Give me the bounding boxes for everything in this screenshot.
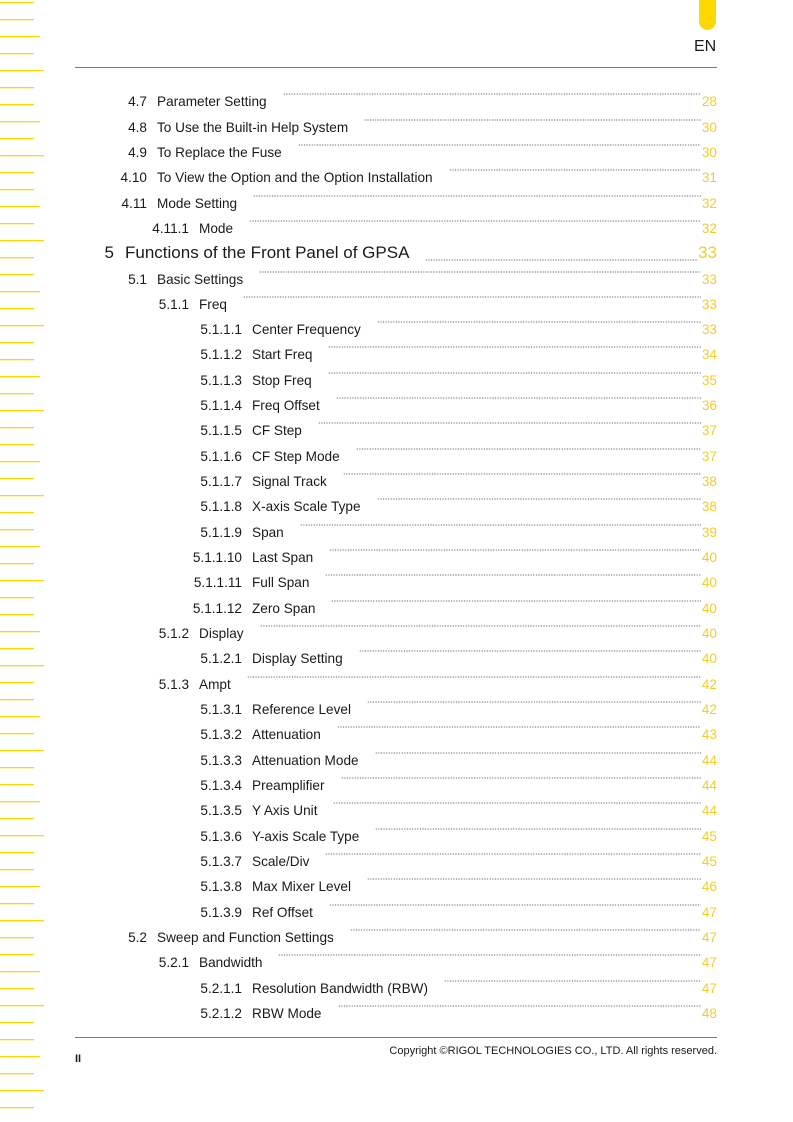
toc-leader-dots <box>375 828 701 830</box>
ruler-tick <box>0 444 34 445</box>
toc-section-number: 5.1.1.9 <box>200 525 242 540</box>
toc-title: Full Span <box>252 575 310 590</box>
toc-page-number: 37 <box>701 423 717 438</box>
toc-leader-dots <box>300 524 701 526</box>
toc-section-number: 5.1.1.4 <box>200 398 242 413</box>
toc-section-number: 5.1.1.10 <box>192 550 242 565</box>
toc-leader-dots <box>325 574 701 576</box>
footer-divider <box>75 1037 717 1038</box>
toc-title: Stop Freq <box>252 373 312 388</box>
toc-entry[interactable] <box>0 980 793 998</box>
toc-leader-dots <box>359 650 701 652</box>
ruler-tick <box>0 1090 44 1091</box>
toc-page-number: 47 <box>701 905 717 920</box>
ruler-tick <box>0 393 34 394</box>
toc-title: Functions of the Front Panel of GPSA <box>125 243 410 262</box>
toc-leader-dots <box>329 549 701 551</box>
toc-leader-dots <box>278 954 701 956</box>
toc-title: To Replace the Fuse <box>157 145 282 160</box>
toc-entry[interactable] <box>0 676 793 694</box>
toc-leader-dots <box>338 1005 701 1007</box>
toc-entry[interactable] <box>0 119 793 137</box>
toc-section-number: 4.8 <box>128 120 147 135</box>
toc-section-number: 5.1.3.4 <box>200 778 242 793</box>
toc-entry[interactable] <box>0 954 793 972</box>
toc-title: To Use the Built-in Help System <box>157 120 349 135</box>
toc-page-number: 46 <box>701 879 717 894</box>
toc-entry[interactable] <box>0 549 793 567</box>
toc-leader-dots <box>333 802 701 804</box>
toc-leader-dots <box>449 169 701 171</box>
toc-page-number: 28 <box>701 94 717 109</box>
toc-entry[interactable] <box>0 93 793 111</box>
toc-section-number: 5.1.1.2 <box>200 347 242 362</box>
header-divider <box>75 67 717 68</box>
toc-page-number: 32 <box>701 221 717 236</box>
toc-entry[interactable] <box>0 498 793 516</box>
toc-leader-dots <box>325 853 701 855</box>
toc-section-number: 5.1.3.7 <box>200 854 242 869</box>
toc-page-number: 35 <box>701 373 717 388</box>
ruler-tick <box>0 597 34 598</box>
language-label: EN <box>694 38 717 55</box>
toc-leader-dots <box>331 600 701 602</box>
toc-section-number: 4.9 <box>128 145 147 160</box>
toc-page-number: 44 <box>701 778 717 793</box>
toc-leader-dots <box>364 119 701 121</box>
toc-entry[interactable] <box>0 346 793 364</box>
toc-entry[interactable] <box>0 853 793 871</box>
toc-leader-dots <box>328 372 701 374</box>
toc-section-number: 5.1.3.2 <box>200 727 242 742</box>
toc-section-number: 5.2.1.2 <box>200 1006 242 1021</box>
ruler-tick <box>0 342 34 343</box>
toc-entry[interactable] <box>0 244 793 262</box>
toc-section-number: 5.1.2 <box>158 626 189 641</box>
toc-section-number: 4.11 <box>121 196 147 211</box>
toc-entry[interactable] <box>0 802 793 820</box>
toc-page-number: 33 <box>701 297 717 312</box>
toc-section-number: 5.1.1.8 <box>200 499 242 514</box>
toc-page-number: 45 <box>701 829 717 844</box>
toc-section-number: 5.1.3.6 <box>200 829 242 844</box>
toc-section-number: 5.1.3.5 <box>200 803 242 818</box>
toc-page-number: 30 <box>701 120 717 135</box>
toc-section-number: 5.1.1.7 <box>200 474 242 489</box>
toc-title: Freq Offset <box>252 398 320 413</box>
toc-entry[interactable] <box>0 422 793 440</box>
toc-page-number: 32 <box>701 196 717 211</box>
toc-entry[interactable] <box>0 271 793 289</box>
language-tab-marker <box>699 0 716 30</box>
ruler-tick <box>0 546 40 547</box>
toc-title: Center Frequency <box>252 322 361 337</box>
ruler-tick <box>0 87 34 88</box>
toc-section-number: 4.7 <box>128 94 147 109</box>
toc-section-number: 5.1 <box>128 272 147 287</box>
toc-section-number: 5.1.3.8 <box>200 879 242 894</box>
toc-section-number: 5.2 <box>128 930 147 945</box>
toc-leader-dots <box>377 498 701 500</box>
toc-title: Mode Setting <box>157 196 238 211</box>
toc-section-number: 5 <box>104 243 114 262</box>
toc-title: Display <box>199 626 244 641</box>
toc-entry[interactable] <box>0 625 793 643</box>
toc-entry[interactable] <box>0 144 793 162</box>
toc-leader-dots <box>329 904 701 906</box>
toc-page-number: 37 <box>701 449 717 464</box>
toc-leader-dots <box>356 448 701 450</box>
toc-leader-dots <box>249 220 701 222</box>
toc-leader-dots <box>367 701 701 703</box>
ruler-tick <box>0 291 40 292</box>
toc-section-number: 5.1.2.1 <box>200 651 242 666</box>
toc-section-number: 5.1.1 <box>158 297 189 312</box>
toc-entry[interactable] <box>0 878 793 896</box>
toc-leader-dots <box>328 346 701 348</box>
toc-leader-dots <box>350 929 701 931</box>
toc-leader-dots <box>253 195 701 197</box>
toc-section-number: 5.1.1.1 <box>200 322 242 337</box>
toc-section-number: 5.1.3.3 <box>200 753 242 768</box>
toc-leader-dots <box>260 625 701 627</box>
toc-leader-dots <box>283 93 701 95</box>
toc-entry[interactable] <box>0 828 793 846</box>
toc-page-number: 33 <box>701 322 717 337</box>
toc-title: X-axis Scale Type <box>252 499 361 514</box>
toc-title: Preamplifier <box>252 778 325 793</box>
toc-entry[interactable] <box>0 448 793 466</box>
toc-title: Attenuation <box>252 727 321 742</box>
toc-entry[interactable] <box>0 220 793 238</box>
toc-title: Ref Offset <box>252 905 313 920</box>
toc-title: Freq <box>199 297 227 312</box>
toc-entry[interactable] <box>0 752 793 770</box>
toc-title: Y Axis Unit <box>252 803 318 818</box>
toc-section-number: 5.1.1.11 <box>193 575 242 590</box>
toc-leader-dots <box>298 144 701 146</box>
toc-page-number: 42 <box>701 677 717 692</box>
ruler-tick <box>0 240 44 241</box>
toc-section-number: 4.11.1 <box>152 221 189 236</box>
toc-title: Start Freq <box>252 347 313 362</box>
toc-entry[interactable] <box>0 701 793 719</box>
toc-page-number: 31 <box>701 170 717 185</box>
toc-leader-dots <box>247 676 701 678</box>
toc-entry[interactable] <box>0 650 793 668</box>
ruler-tick <box>0 19 34 20</box>
toc-title: Resolution Bandwidth (RBW) <box>252 981 429 996</box>
toc-entry[interactable] <box>0 600 793 618</box>
ruler-tick <box>0 1056 40 1057</box>
toc-page-number: 38 <box>701 499 717 514</box>
toc-page-number: 40 <box>701 626 717 641</box>
toc-title: To View the Option and the Option Installation <box>157 170 433 185</box>
ruler-tick <box>0 53 34 54</box>
toc-leader-dots <box>243 296 701 298</box>
toc-leader-dots <box>367 878 701 880</box>
toc-page-number: 40 <box>701 601 717 616</box>
toc-title: CF Step <box>252 423 302 438</box>
ruler-tick <box>0 2 34 3</box>
ruler-tick <box>0 189 34 190</box>
toc-leader-dots <box>343 473 701 475</box>
toc-section-number: 5.1.1.5 <box>200 423 242 438</box>
toc-page-number: 42 <box>701 702 717 717</box>
toc-title: Scale/Div <box>252 854 310 869</box>
toc-entry[interactable] <box>0 397 793 415</box>
toc-entry[interactable] <box>0 524 793 542</box>
toc-title: Max Mixer Level <box>252 879 351 894</box>
toc-section-number: 5.1.3.9 <box>200 905 242 920</box>
toc-page-number: 38 <box>701 474 717 489</box>
toc-title: Zero Span <box>252 601 316 616</box>
toc-title: Last Span <box>252 550 314 565</box>
toc-page-number: 33 <box>698 243 717 262</box>
toc-section-number: 5.1.1.6 <box>200 449 242 464</box>
toc-leader-dots <box>341 777 701 779</box>
toc-leader-dots <box>336 397 701 399</box>
toc-title: Span <box>252 525 284 540</box>
toc-entry[interactable] <box>0 169 793 187</box>
toc-page-number: 30 <box>701 145 717 160</box>
toc-title: Attenuation Mode <box>252 753 359 768</box>
ruler-tick <box>0 70 44 71</box>
toc-section-number: 4.10 <box>120 170 147 185</box>
ruler-tick <box>0 138 34 139</box>
toc-leader-dots <box>318 422 701 424</box>
toc-title: Reference Level <box>252 702 351 717</box>
toc-section-number: 5.2.1 <box>158 955 189 970</box>
copyright-notice: Copyright ©RIGOL TECHNOLOGIES CO., LTD. All rights reserved. <box>389 1045 717 1057</box>
toc-title: Ampt <box>199 677 231 692</box>
toc-page-number: 40 <box>701 651 717 666</box>
toc-page-number: 47 <box>701 955 717 970</box>
page-number: II <box>75 1053 82 1065</box>
toc-title: CF Step Mode <box>252 449 340 464</box>
toc-page-number: 48 <box>701 1006 717 1021</box>
toc-title: Signal Track <box>252 474 327 489</box>
toc-page-number: 34 <box>701 347 717 362</box>
toc-page-number: 40 <box>701 550 717 565</box>
toc-title: Display Setting <box>252 651 343 666</box>
toc-page-number: 36 <box>701 398 717 413</box>
toc-title: RBW Mode <box>252 1006 322 1021</box>
toc-leader-dots <box>444 980 701 982</box>
ruler-tick <box>0 36 40 37</box>
ruler-tick <box>0 1039 34 1040</box>
toc-entry[interactable] <box>0 1005 793 1023</box>
toc-title: Mode <box>199 221 234 236</box>
toc-entry[interactable] <box>0 904 793 922</box>
toc-leader-dots <box>337 726 701 728</box>
toc-entry[interactable] <box>0 296 793 314</box>
ruler-tick <box>0 1107 34 1108</box>
toc-page-number: 40 <box>701 575 717 590</box>
toc-title: Sweep and Function Settings <box>157 930 334 945</box>
toc-page-number: 43 <box>701 727 717 742</box>
toc-entry[interactable] <box>0 473 793 491</box>
toc-entry[interactable] <box>0 929 793 947</box>
toc-page-number: 45 <box>701 854 717 869</box>
toc-leader-dots <box>375 752 701 754</box>
toc-section-number: 5.2.1.1 <box>200 981 242 996</box>
toc-page-number: 47 <box>701 930 717 945</box>
toc-page-number: 44 <box>701 753 717 768</box>
toc-entry[interactable] <box>0 195 793 213</box>
toc-entry[interactable] <box>0 574 793 592</box>
toc-page-number: 44 <box>701 803 717 818</box>
toc-leader-dots <box>259 271 701 273</box>
toc-entry[interactable] <box>0 372 793 390</box>
toc-entry[interactable] <box>0 321 793 339</box>
toc-page-number: 33 <box>701 272 717 287</box>
toc-title: Parameter Setting <box>157 94 267 109</box>
toc-entry[interactable] <box>0 777 793 795</box>
ruler-tick <box>0 1073 34 1074</box>
toc-title: Y-axis Scale Type <box>252 829 360 844</box>
toc-entry[interactable] <box>0 726 793 744</box>
toc-title: Bandwidth <box>199 955 263 970</box>
toc-section-number: 5.1.3 <box>158 677 189 692</box>
toc-leader-dots <box>425 259 697 261</box>
toc-page-number: 39 <box>701 525 717 540</box>
toc-section-number: 5.1.1.12 <box>192 601 242 616</box>
toc-title: Basic Settings <box>157 272 244 287</box>
toc-section-number: 5.1.1.3 <box>200 373 242 388</box>
ruler-tick <box>0 495 44 496</box>
toc-leader-dots <box>377 321 701 323</box>
toc-page-number: 47 <box>701 981 717 996</box>
toc-section-number: 5.1.3.1 <box>200 702 242 717</box>
